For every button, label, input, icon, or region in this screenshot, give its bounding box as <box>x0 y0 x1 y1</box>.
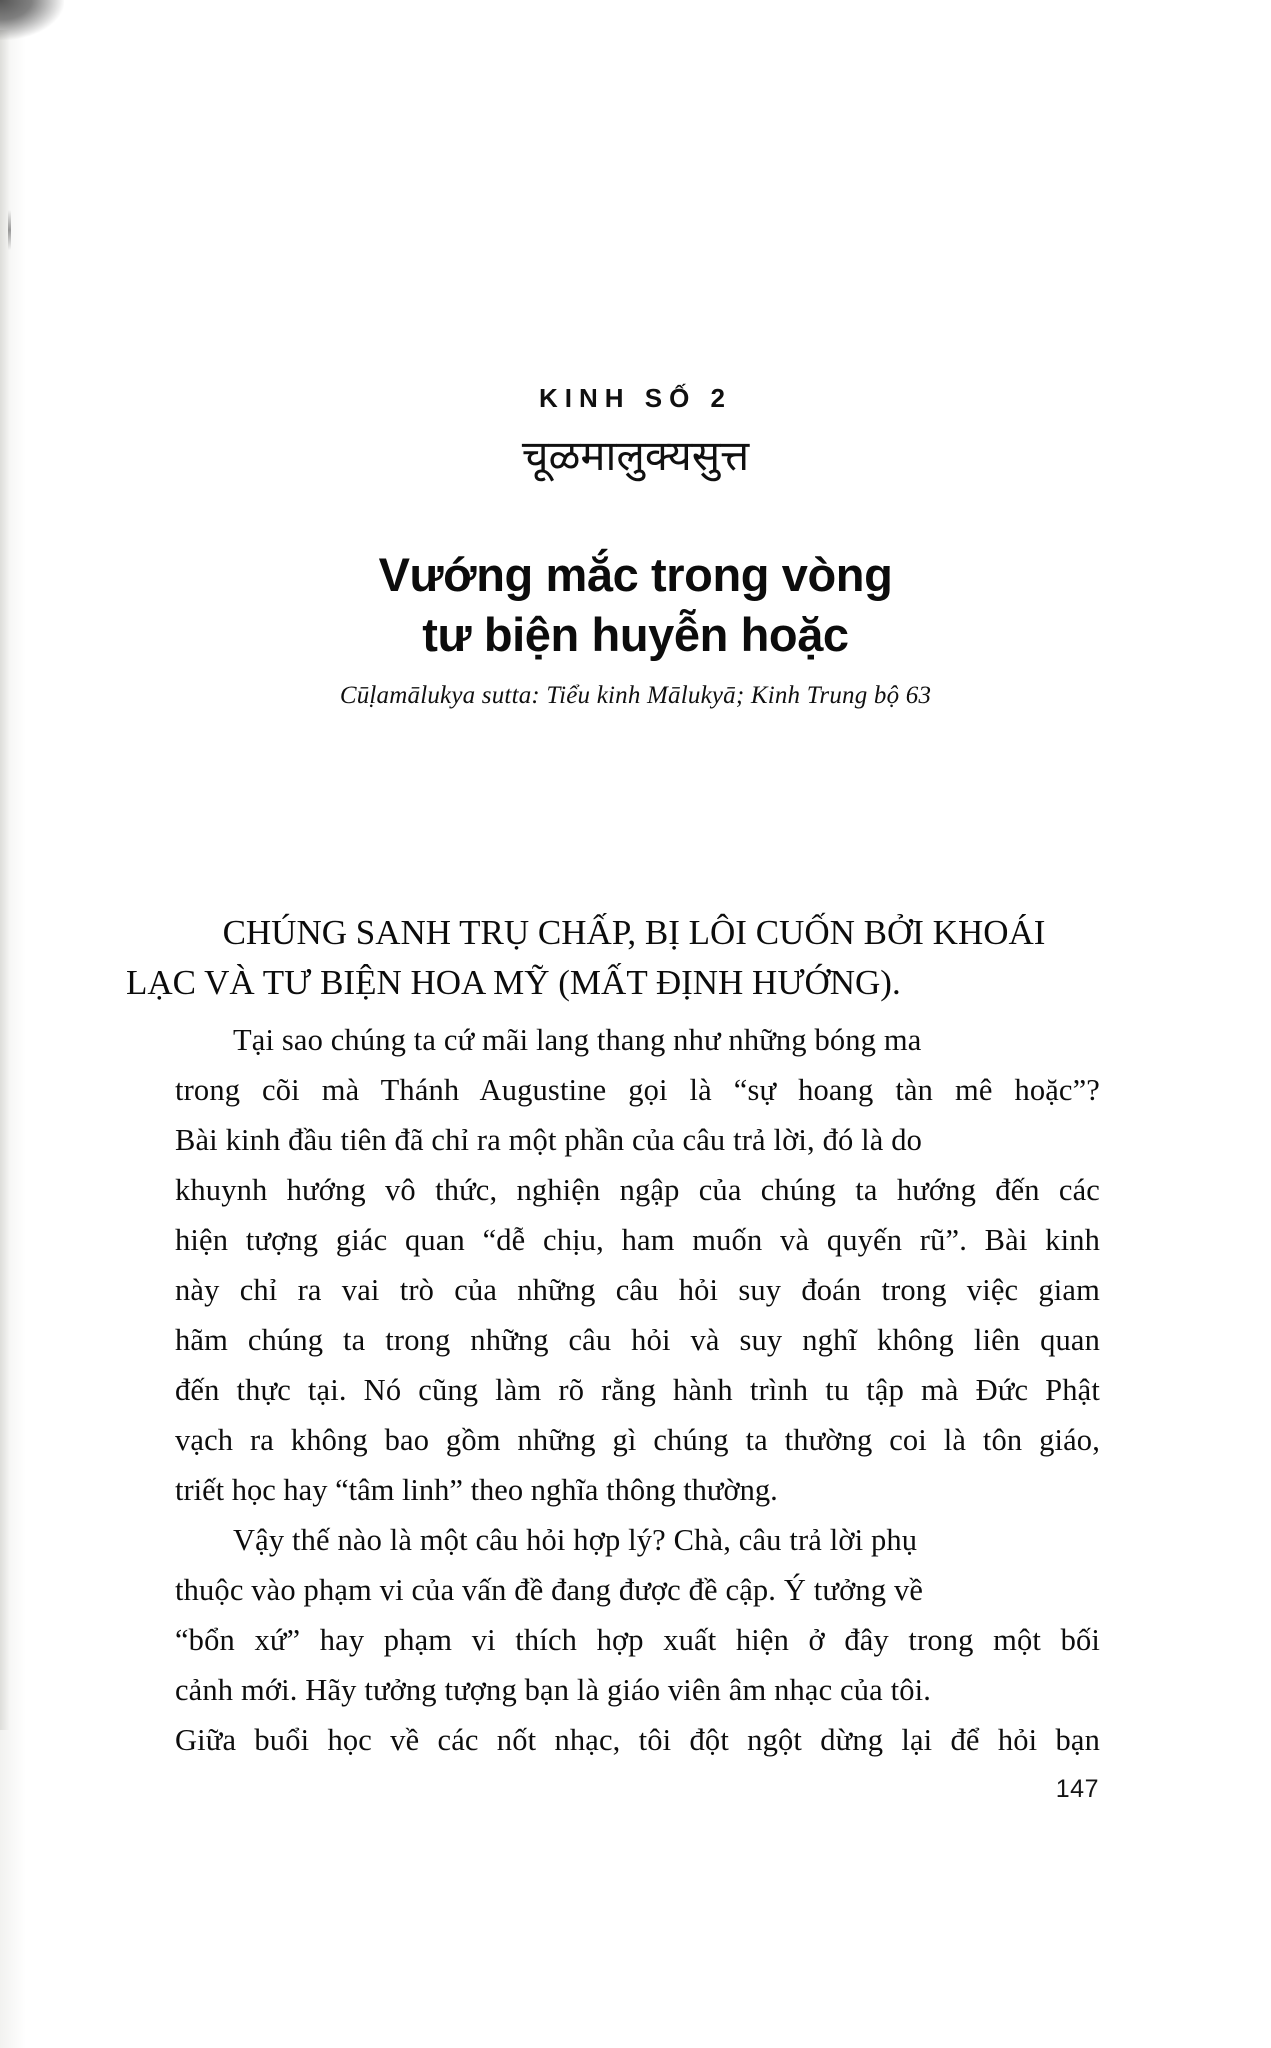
paragraph-line: thuộc vào phạm vi của vấn đề đang được đề cập. Ý tưởng về <box>175 1573 924 1607</box>
section-heading <box>126 908 1100 1007</box>
paragraph-line: “bổn xứ” hay phạm vi thích hợp xuất hiện ở đây trong một bối <box>175 1623 1100 1657</box>
paragraph-line: triết học hay “tâm linh” theo nghĩa thông thường. <box>175 1473 778 1507</box>
paragraph-line: trong cõi mà Thánh Augustine gọi là “sự hoang tàn mê hoặc”? <box>175 1073 1100 1107</box>
paragraph-line: Bài kinh đầu tiên đã chỉ ra một phần của câu trả lời, đó là do <box>175 1123 923 1157</box>
paragraph-1 <box>175 1015 1100 1515</box>
paragraph-line: Tại sao chúng ta cứ mãi lang thang như những bóng ma <box>233 1023 922 1057</box>
chapter-kicker: KINH SỐ 2 <box>538 383 733 413</box>
paragraph-line: đến thực tại. Nó cũng làm rõ rằng hành trình tu tập mà Đức Phật <box>175 1373 1100 1407</box>
paragraph-line: Vậy thế nào là một câu hỏi hợp lý? Chà, câu trả lời phụ <box>233 1523 918 1557</box>
paragraph-line: cảnh mới. Hãy tưởng tượng bạn là giáo viên âm nhạc của tôi. <box>175 1673 932 1707</box>
paragraph-line: khuynh hướng vô thức, nghiện ngập của chúng ta hướng đến các <box>175 1173 1100 1207</box>
paragraph-line: hiện tượng giác quan “dễ chịu, ham muốn và quyến rũ”. Bài kinh <box>175 1223 1100 1257</box>
chapter-title-line-2: tư biện huyễn hoặc <box>422 608 849 662</box>
devanagari-title: चूळमालुक्यसुत्त <box>521 431 750 480</box>
paragraph-line: này chỉ ra vai trò của những câu hỏi suy đoán trong việc giam <box>175 1273 1100 1307</box>
page-number: 147 <box>1055 1775 1099 1803</box>
chapter-title-line-1: Vướng mắc trong vòng <box>378 548 893 601</box>
paragraph-2 <box>175 1515 1100 1765</box>
chapter-title <box>0 545 1271 665</box>
section-heading-line-1: CHÚNG SANH TRỤ CHẤP, BỊ LÔI CUỐN BỞI KHOÁI <box>222 913 1046 952</box>
paragraph-line: Giữa buổi học về các nốt nhạc, tôi đột ngột dừng lại để hỏi bạn <box>175 1723 1100 1757</box>
paragraph-line: vạch ra không bao gồm những gì chúng ta thường coi là tôn giáo, <box>175 1423 1100 1457</box>
chapter-subtitle: Cūḷamālukya sutta: Tiểu kinh Mālukyā; Kinh Trung bộ 63 <box>339 682 932 709</box>
body-text <box>175 1015 1100 1765</box>
paragraph-line: hãm chúng ta trong những câu hỏi và suy nghĩ không liên quan <box>175 1323 1100 1357</box>
section-heading-line-2: LẠC VÀ TƯ BIỆN HOA MỸ (MẤT ĐỊNH HƯỚNG). <box>126 962 901 1002</box>
